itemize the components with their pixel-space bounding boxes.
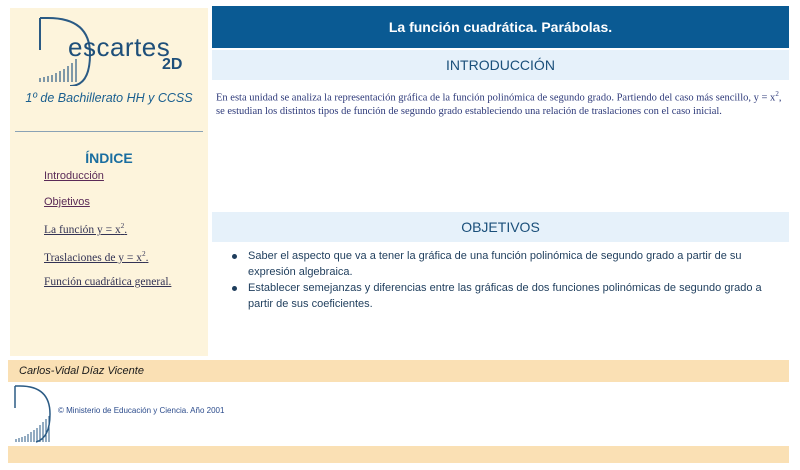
nav-link-label: La función y = x bbox=[44, 223, 121, 236]
descartes-small-logo-icon bbox=[12, 384, 56, 446]
list-item bbox=[232, 280, 777, 312]
section-heading-objetivos: OBJETIVOS bbox=[212, 212, 789, 242]
nav-link-suffix: . bbox=[145, 251, 149, 264]
course-label: 1º de Bachillerato HH y CCSS bbox=[25, 91, 193, 105]
nav-link-funcion-y-x2[interactable] bbox=[44, 222, 127, 236]
main-content bbox=[212, 6, 789, 356]
intro-exponent: 2 bbox=[775, 90, 779, 98]
intro-text-part-1: En esta unidad se analiza la representación gráfica de la función polinómica de segundo grado. Partiendo del caso más sencillo, y = x bbox=[216, 92, 776, 104]
author-name: Carlos-Vidal Díaz Vicente bbox=[19, 365, 144, 377]
sidebar-divider bbox=[15, 131, 203, 132]
bottom-bar bbox=[8, 446, 789, 463]
objective-text: Saber el aspecto que va a tener la gráfica de una función polinómica de segundo grado a partir de su expresión algebraica. bbox=[248, 250, 742, 278]
logo-2d: 2D bbox=[162, 56, 183, 73]
author-bar bbox=[8, 360, 789, 382]
sidebar bbox=[10, 8, 208, 356]
list-item bbox=[232, 248, 777, 280]
nav-link-exponent: 2 bbox=[142, 250, 146, 258]
intro-text-part-2: , se estudian los distintos tipos de función de segundo grado estableciendo una relación de traslaciones con el caso inicial. bbox=[216, 92, 782, 117]
bullet-icon bbox=[232, 254, 237, 259]
copyright-text: © Ministerio de Educación y Ciencia. Año 2001 bbox=[58, 406, 225, 415]
nav-link-label: Traslaciones de y = x bbox=[44, 251, 143, 264]
bullet-icon bbox=[232, 286, 237, 291]
descartes-logo bbox=[34, 14, 194, 86]
nav-link-exponent: 2 bbox=[120, 222, 125, 230]
footer-logo bbox=[12, 384, 56, 446]
objectives-list bbox=[232, 248, 777, 312]
nav-link-traslaciones[interactable] bbox=[44, 250, 148, 264]
logo-text: escartes bbox=[68, 32, 171, 62]
nav-link-objetivos[interactable]: Objetivos bbox=[44, 196, 90, 208]
nav-link-introduccion[interactable]: Introducción bbox=[44, 170, 104, 182]
nav-link-funcion-cuadratica-general[interactable]: Función cuadrática general. bbox=[44, 276, 172, 288]
nav-link-suffix: . bbox=[124, 223, 128, 236]
page-title: La función cuadrática. Parábolas. bbox=[212, 6, 789, 48]
objective-text: Establecer semejanzas y diferencias entre las gráficas de dos funciones polinómicas de segundo grado a partir de sus coeficientes. bbox=[248, 282, 762, 310]
index-title: ÍNDICE bbox=[85, 150, 133, 166]
section-heading-introduccion: INTRODUCCIÓN bbox=[212, 50, 789, 80]
intro-paragraph bbox=[216, 88, 788, 118]
